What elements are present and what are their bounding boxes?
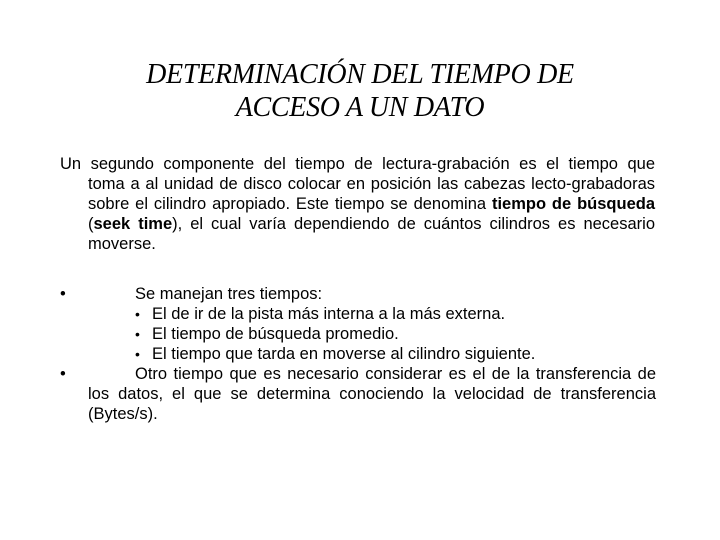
slide-title	[60, 58, 660, 124]
bullet-item-1-text: Se manejan tres tiempos:	[135, 285, 323, 303]
title-line-2: ACCESO A UN DATO	[235, 92, 485, 123]
bullet-item-2-text: Otro tiempo que es necesario considerar es el de la transferencia de los datos, el que se determina conociendo la velocidad de transferencia (Bytes/s).	[88, 365, 656, 423]
bullet-item-2	[60, 364, 656, 424]
sub-bullet-marker: •	[135, 306, 140, 322]
sub-bullet-item	[135, 344, 656, 364]
sub-bullet-item	[135, 324, 656, 344]
paragraph-bold-term-2: seek time	[93, 215, 173, 233]
paragraph-bold-term-1: tiempo de búsqueda	[491, 195, 656, 213]
paragraph-text-3: ), el cual varía dependiendo de cuántos cilindros es necesario moverse.	[88, 215, 655, 253]
bullet-list	[60, 284, 656, 424]
sub-bullet-marker: •	[135, 346, 140, 362]
sub-bullet-item-text: El de ir de la pista más interna a la más externa.	[152, 305, 506, 323]
sub-bullet-list	[60, 304, 656, 364]
bullet-marker: •	[60, 365, 66, 383]
sub-bullet-item	[135, 304, 656, 324]
sub-bullet-marker: •	[135, 326, 140, 342]
paragraph-text-1: Un segundo componente del tiempo de lectura-grabación es el tiempo que toma a al unidad de disco colocar en posición las cabezas lecto-grabadoras sobre el cilindro apropiado. Este tiempo se denomina	[60, 155, 655, 213]
sub-bullet-item-text: El tiempo que tarda en moverse al cilindro siguiente.	[152, 345, 536, 363]
bullet-item-1	[60, 284, 656, 304]
title-line-1: DETERMINACIÓN DEL TIEMPO DE	[146, 59, 574, 90]
paragraph-text-2: (	[88, 215, 94, 233]
intro-paragraph	[60, 154, 655, 254]
sub-bullet-item-text: El tiempo de búsqueda promedio.	[152, 325, 399, 343]
bullet-marker: •	[60, 285, 66, 303]
